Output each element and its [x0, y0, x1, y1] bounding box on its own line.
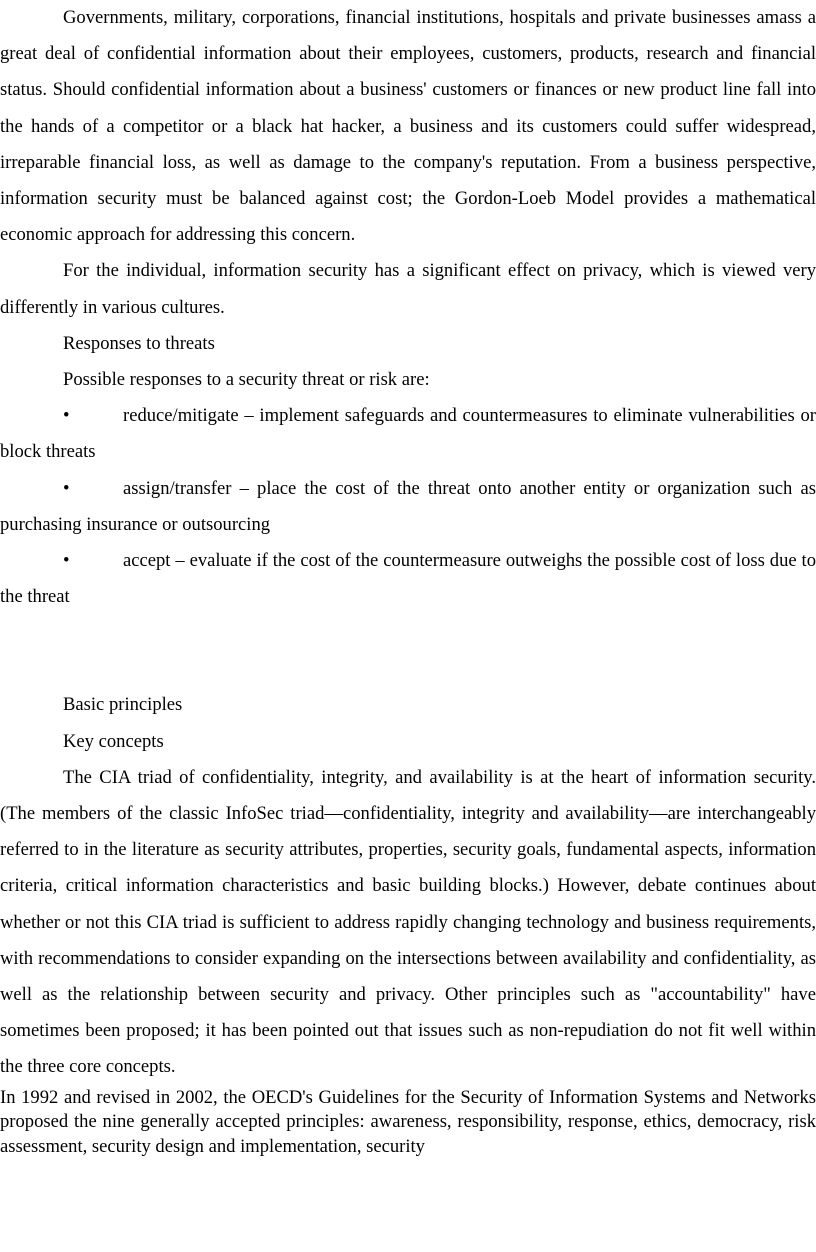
bullet-marker: •	[63, 477, 70, 499]
bullet-marker: •	[63, 405, 70, 427]
paragraph-confidential-information: Governments, military, corporations, financial institutions, hospitals and private businesses amass a great deal of confidential information about their employees, customers, products, research and financial status. Should confidential information about a business' customers or finances or new product line fall into the hands of a competitor or a black hat hacker, a business and its customers could suffer widespread, irreparable financial loss, as well as damage to the company's reputation. From a business perspective, information security must be balanced against cost; the Gordon-Loeb Model provides a mathematical economic approach for addressing this concern.	[0, 7, 816, 246]
bullet-marker: •	[63, 550, 70, 572]
list-item-text: reduce/mitigate – implement safeguards and countermeasures to eliminate vulnerabilities or block threats	[0, 405, 816, 463]
paragraph-individual-privacy: For the individual, information security has a significant effect on privacy, which is viewed very differently in various cultures.	[0, 260, 816, 318]
paragraph-oecd-guidelines: In 1992 and revised in 2002, the OECD's Guidelines for the Security of Information Systems and Networks proposed the nine generally accepted principles: awareness, responsibility, response, ethics, democracy, risk assessment, security design and implementation, security	[0, 1086, 816, 1157]
list-item	[0, 398, 816, 470]
heading-responses-to-threats: Responses to threats	[63, 332, 215, 354]
list-item	[0, 471, 816, 543]
list-item-text: assign/transfer – place the cost of the threat onto another entity or organization such as purchasing insurance or outsourcing	[0, 477, 816, 535]
heading-key-concepts: Key concepts	[63, 730, 164, 752]
list-item-text: accept – evaluate if the cost of the countermeasure outweighs the possible cost of loss due to the threat	[0, 550, 816, 608]
paragraph-cia-triad: The CIA triad of confidentiality, integrity, and availability is at the heart of information security. (The members of the classic InfoSec triad—confidentiality, integrity and availability—are interchangeably referred to in the literature as security attributes, properties, security goals, fundamental aspects, information criteria, critical information characteristics and basic building blocks.) However, debate continues about whether or not this CIA triad is sufficient to address rapidly changing technology and business requirements, with recommendations to consider expanding on the intersections between availability and confidentiality, as well as the relationship between security and privacy. Other principles such as "accountability" have sometimes been proposed; it has been pointed out that issues such as non-repudiation do not fit well within the three core concepts.	[0, 766, 816, 1078]
paragraph-possible-responses: Possible responses to a security threat or risk are:	[63, 369, 430, 391]
list-item	[0, 543, 816, 615]
heading-basic-principles: Basic principles	[63, 694, 183, 716]
section-spacer	[0, 615, 816, 687]
